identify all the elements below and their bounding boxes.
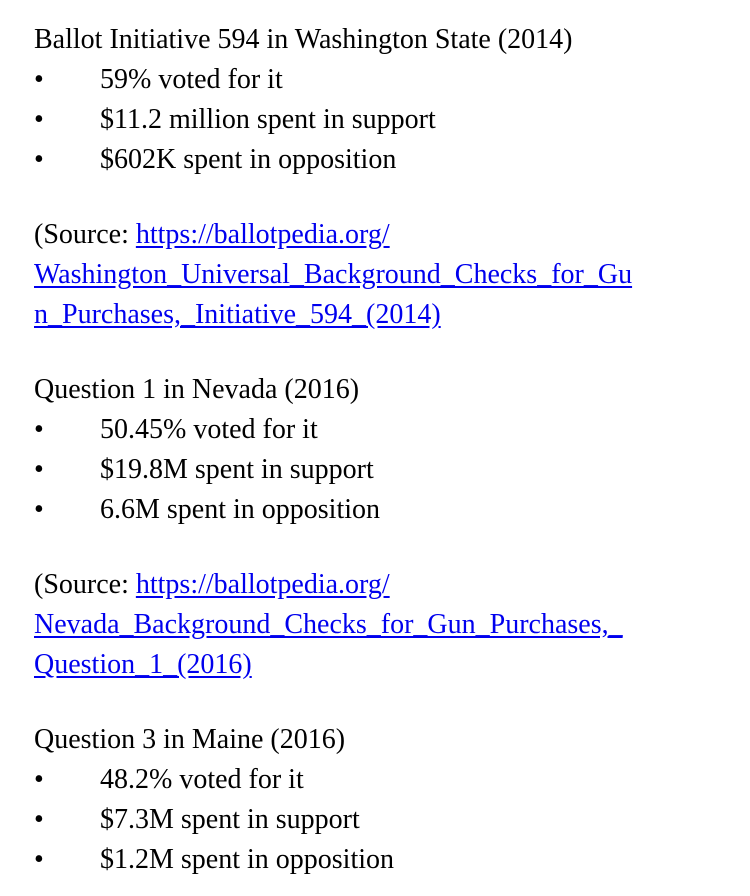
bullet-item [34,760,724,800]
bullet-item [34,450,724,490]
source-line [34,645,724,685]
source-link-washington-part-2[interactable]: Washington_Universal_Background_Checks_for_Gu [34,259,633,290]
section-heading-nevada: Question 1 in Nevada (2016) [34,374,360,405]
bullet-item [34,140,724,180]
paragraph-gap [34,685,724,720]
bullet-item [34,490,724,530]
paragraph-gap [34,530,724,565]
source-line [34,605,724,645]
bullet-text: $7.3M spent in support [100,804,360,835]
bullet-glyph: • [34,414,44,445]
source-prefix: (Source: [34,569,136,600]
bullet-text: $11.2 million spent in support [100,104,436,135]
bullet-text: 59% voted for it [100,64,283,95]
bullet-glyph: • [34,64,44,95]
bullet-glyph: • [34,454,44,485]
bullet-glyph: • [34,764,44,795]
source-link-nevada-part-3[interactable]: Question_1_(2016) [34,649,252,680]
source-link-nevada-part-2[interactable]: Nevada_Background_Checks_for_Gun_Purchases,_ [34,609,623,640]
bullet-text: 6.6M spent in opposition [100,494,381,525]
bullet-glyph: • [34,494,44,525]
bullet-item [34,100,724,140]
paragraph-gap [34,335,724,370]
source-line [34,295,724,335]
source-line [34,565,724,605]
source-link-nevada-part-1[interactable]: https://ballotpedia.org/ [135,569,390,600]
bullet-text: $19.8M spent in support [100,454,374,485]
bullet-glyph: • [34,104,44,135]
bullet-item [34,840,724,880]
bullet-text: $1.2M spent in opposition [100,844,395,875]
bullet-text: 50.45% voted for it [100,414,318,445]
source-line [34,215,724,255]
source-line [34,255,724,295]
source-link-washington-part-1[interactable]: https://ballotpedia.org/ [135,219,390,250]
bullet-glyph: • [34,804,44,835]
bullet-item [34,60,724,100]
paragraph-gap [34,180,724,215]
document-body [34,20,724,880]
source-prefix: (Source: [34,219,136,250]
bullet-glyph: • [34,144,44,175]
section-heading-washington: Ballot Initiative 594 in Washington State (2014) [34,24,573,55]
bullet-text: $602K spent in opposition [100,144,397,175]
bullet-item [34,800,724,840]
bullet-item [34,410,724,450]
source-link-washington-part-3[interactable]: n_Purchases,_Initiative_594_(2014) [34,299,441,330]
bullet-text: 48.2% voted for it [100,764,304,795]
bullet-glyph: • [34,844,44,875]
section-heading-maine: Question 3 in Maine (2016) [34,724,346,755]
